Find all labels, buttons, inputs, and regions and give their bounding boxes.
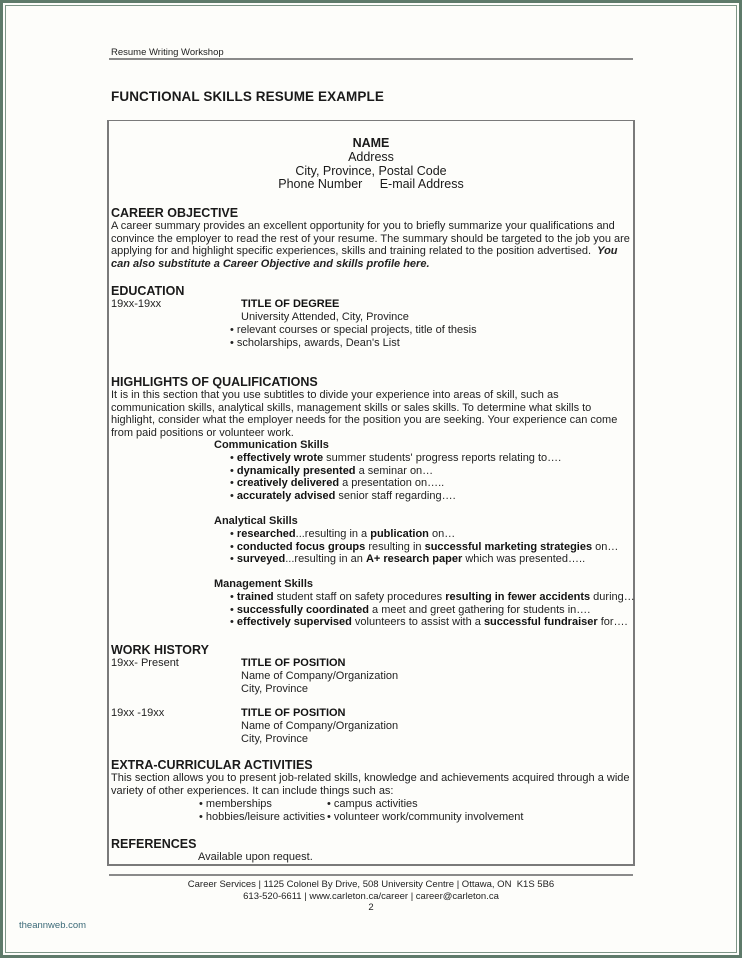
- skill-keyword: publication: [370, 528, 429, 540]
- job-location: City, Province: [241, 683, 309, 695]
- skill-text: senior staff regarding….: [335, 489, 456, 502]
- document-title: FUNCTIONAL SKILLS RESUME EXAMPLE: [111, 89, 384, 104]
- skill-text: •: [230, 540, 237, 553]
- skill-text: on…: [428, 528, 456, 540]
- extracurricular-heading: EXTRA-CURRICULAR ACTIVITIES: [111, 758, 313, 772]
- running-header: Resume Writing Workshop: [111, 47, 224, 58]
- job-organization: Name of Company/Organization: [241, 670, 399, 682]
- skill-keyword: successful marketing strategies: [424, 540, 593, 553]
- skill-text: which was presented…..: [462, 553, 586, 566]
- skill-keyword: effectively wrote: [236, 452, 324, 464]
- skill-text: a presentation on…..: [339, 477, 445, 490]
- skill-bullet: [230, 452, 561, 465]
- skill-keyword: surveyed: [236, 553, 286, 566]
- job-title: TITLE OF POSITION: [241, 707, 346, 719]
- skill-text: on…: [592, 540, 619, 553]
- activity-item: • volunteer work/community involvement: [327, 811, 524, 823]
- skill-group-title: Communication Skills: [214, 439, 329, 451]
- career-objective-text: [111, 220, 631, 270]
- activity-item: • campus activities: [327, 798, 418, 810]
- skill-text: •: [230, 528, 237, 540]
- page-footer: [107, 879, 635, 914]
- skill-text: a meet and greet gathering for students in….: [368, 603, 591, 616]
- skill-text: •: [230, 464, 237, 477]
- job-location: City, Province: [241, 733, 309, 745]
- skill-text: summer students' progress reports relating to….: [323, 452, 562, 464]
- skill-bullet: [230, 528, 455, 541]
- references-heading: REFERENCES: [111, 837, 197, 851]
- education-institution: University Attended, City, Province: [241, 311, 409, 323]
- activity-item: • hobbies/leisure activities: [199, 811, 326, 823]
- career-objective-emphasis: You can also substitute a Career Objective and skills profile here.: [111, 245, 618, 270]
- skill-text: during…: [590, 591, 635, 603]
- skill-text: •: [230, 477, 237, 490]
- skill-bullet: [230, 465, 433, 478]
- skill-bullet: [230, 490, 456, 503]
- skill-bullet: [230, 604, 590, 617]
- skill-keyword: dynamically presented: [236, 464, 356, 477]
- skill-text: •: [230, 489, 237, 502]
- contact-block: [107, 137, 635, 192]
- skill-bullet: [230, 616, 628, 629]
- education-bullet: • scholarships, awards, Dean's List: [230, 337, 400, 349]
- skill-keyword: accurately advised: [236, 489, 336, 502]
- skill-text: •: [230, 452, 237, 464]
- contact-city: City, Province, Postal Code: [295, 163, 447, 178]
- footer-address: Career Services | 1125 Colonel By Drive, 508 University Centre | Ottawa, ON K1S 5B6: [187, 879, 555, 890]
- contact-phone-email: Phone Number E-mail Address: [278, 177, 464, 192]
- footer-divider: [109, 874, 633, 876]
- activity-item: • memberships: [199, 798, 272, 810]
- skill-bullet: [230, 541, 618, 554]
- skill-text: ...resulting in an: [285, 553, 366, 566]
- skill-text: •: [230, 616, 237, 629]
- work-history-heading: WORK HISTORY: [111, 643, 209, 657]
- education-bullet: • relevant courses or special projects, title of thesis: [230, 324, 477, 336]
- skill-text: for….: [597, 616, 628, 629]
- skill-keyword: researched: [236, 528, 296, 540]
- career-objective-heading: CAREER OBJECTIVE: [111, 206, 239, 220]
- contact-address: Address: [348, 149, 394, 164]
- skill-text: a seminar on…: [355, 464, 434, 477]
- education-dates: 19xx-19xx: [111, 298, 162, 310]
- skill-keyword: A+ research paper: [365, 553, 463, 566]
- skill-text: •: [230, 553, 237, 566]
- skill-keyword: resulting in fewer accidents: [445, 591, 591, 603]
- skill-group-title: Analytical Skills: [214, 515, 298, 527]
- skill-bullet: [230, 553, 585, 566]
- skill-text: resulting in: [365, 540, 425, 553]
- education-heading: EDUCATION: [111, 284, 185, 298]
- skill-group-title: Management Skills: [214, 578, 314, 590]
- job-dates: 19xx -19xx: [111, 707, 165, 719]
- page-number: 2: [368, 902, 374, 913]
- references-text: Available upon request.: [198, 851, 313, 863]
- contact-name: NAME: [352, 136, 390, 150]
- header-divider: [109, 58, 633, 60]
- watermark-link[interactable]: theannweb.com: [19, 920, 87, 931]
- extracurricular-text: This section allows you to present job-related skills, knowledge and achievements acquired through a wide variety of other experiences. It can include things such as:: [111, 772, 630, 797]
- job-dates: 19xx- Present: [111, 657, 179, 669]
- career-objective-body: A career summary provides an excellent opportunity for you to briefly summarize your qualifications and convince the employer to read the rest of your resume. The summary should be targeted to the job you are applying for and highlight specific experiences, skills and training related to the position advertised.: [111, 220, 630, 258]
- job-organization: Name of Company/Organization: [241, 720, 399, 732]
- skill-bullet: [230, 591, 635, 604]
- skill-bullet: [230, 477, 444, 490]
- skill-keyword: effectively supervised: [236, 616, 352, 629]
- skill-text: •: [230, 591, 237, 603]
- skill-keyword: conducted focus groups: [236, 540, 366, 553]
- skill-text: ...resulting in a: [295, 528, 371, 540]
- skill-keyword: creatively delivered: [236, 477, 340, 490]
- job-title: TITLE OF POSITION: [241, 657, 346, 669]
- skill-text: •: [230, 603, 237, 616]
- footer-contact: 613-520-6611 | www.carleton.ca/career | career@carleton.ca: [243, 890, 499, 902]
- skill-keyword: successful fundraiser: [483, 616, 598, 629]
- highlights-heading: HIGHLIGHTS OF QUALIFICATIONS: [111, 375, 318, 389]
- skill-keyword: trained: [236, 591, 274, 603]
- skill-text: student staff on safety procedures: [273, 591, 446, 603]
- skill-keyword: successfully coordinated: [236, 603, 369, 616]
- highlights-intro: It is in this section that you use subtitles to divide your experience into areas of skill, such as communication skills, analytical skills, management skills or sales skills. To determine what skills to highlight, consider what the employer needs for the position you are seeking. Your experience can come from paid positions or volunteer work.: [111, 389, 618, 439]
- education-degree: TITLE OF DEGREE: [241, 298, 340, 310]
- skill-text: volunteers to assist with a: [351, 616, 484, 629]
